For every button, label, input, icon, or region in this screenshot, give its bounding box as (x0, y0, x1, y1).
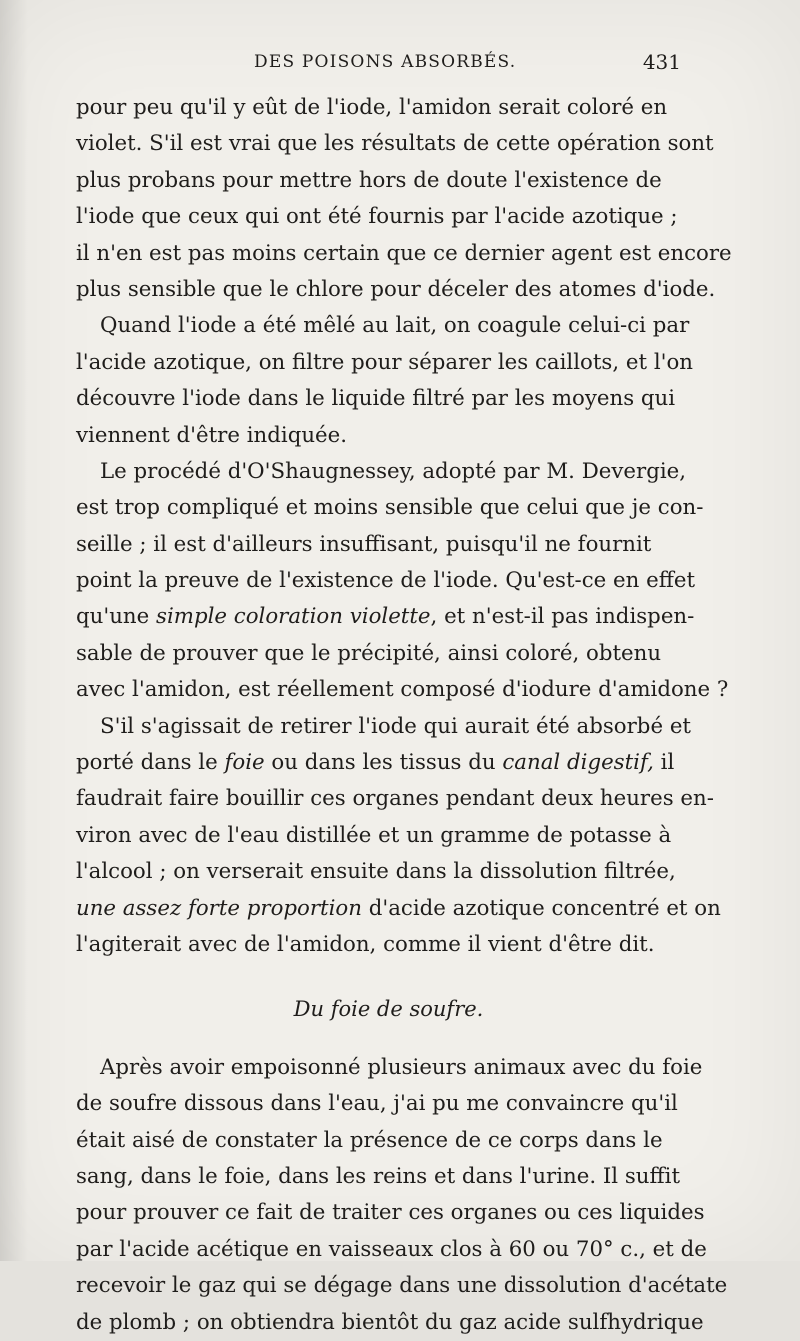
italic-word: foie (224, 750, 265, 776)
binding-shadow (0, 0, 28, 1261)
text-line (76, 745, 681, 781)
page-number: 431 (642, 50, 681, 74)
text-line: viennent d'être indiquée. (76, 422, 348, 448)
section-heading: Du foie de soufre. (293, 997, 484, 1022)
text-run: il (660, 750, 675, 776)
text-line: recevoir le gaz qui se dégage dans une dissolution d'acétate (76, 1273, 728, 1299)
paragraph (76, 90, 732, 308)
text-line: Après avoir empoisonné plusieurs animaux avec du foie (100, 1054, 703, 1080)
text-run: , et n'est-il pas indispen- (430, 604, 695, 630)
text-line: plus sensible que le chlore pour déceler des atomes d'iode. (76, 276, 716, 302)
text-line (76, 599, 695, 635)
text-line: est trop compliqué et moins sensible que celui que je con- (76, 495, 704, 521)
text-line (76, 891, 721, 927)
text-run: ou dans les tissus du (271, 750, 496, 776)
text-line: l'agiterait avec de l'amidon, comme il vient d'être dit. (76, 931, 655, 957)
text-line: de soufre dissous dans l'eau, j'ai pu me convaincre qu'il (76, 1091, 678, 1117)
text-line: découvre l'iode dans le liquide filtré par les moyens qui (76, 386, 676, 412)
text-line: il n'en est pas moins certain que ce dernier agent est encore (76, 240, 732, 266)
text-line: l'alcool ; on verserait ensuite dans la dissolution filtrée, (76, 859, 676, 885)
text-line: Le procédé d'O'Shaugnessey, adopté par M. Devergie, (100, 458, 687, 484)
paragraph (76, 1050, 728, 1341)
text-line: seille ; il est d'ailleurs insuffisant, puisqu'il ne fournit (76, 531, 652, 557)
text-line: avec l'amidon, est réellement composé d'iodure d'amidone ? (76, 677, 729, 703)
text-line: plus probans pour mettre hors de doute l'existence de (76, 167, 662, 193)
text-line: pour peu qu'il y eût de l'iode, l'amidon serait coloré en (76, 95, 668, 120)
text-line: sang, dans le foie, dans les reins et dans l'urine. Il suffit (76, 1163, 681, 1189)
text-run: qu'une (76, 604, 150, 630)
running-title: DES POISONS ABSORBÉS. (254, 52, 517, 72)
text-line: faudrait faire bouillir ces organes pendant deux heures en- (76, 786, 714, 812)
text-run: porté dans le (76, 750, 218, 776)
text-line: S'il s'agissait de retirer l'iode qui aurait été absorbé et (100, 713, 691, 739)
text-line: violet. S'il est vrai que les résultats de cette opération sont (76, 131, 714, 157)
text-run: d'acide azotique concentré et on (368, 895, 721, 921)
text-line: l'iode que ceux qui ont été fournis par l'acide azotique ; (76, 204, 678, 230)
text-line: point la preuve de l'existence de l'iode. Qu'est-ce en effet (76, 568, 696, 594)
text-line: pour prouver ce fait de traiter ces organes ou ces liquides (76, 1200, 705, 1226)
text-line: était aisé de constater la présence de ce corps dans le (76, 1127, 663, 1153)
page-body (76, 90, 732, 1341)
italic-phrase: canal digestif, (502, 750, 654, 776)
paragraph (76, 454, 729, 709)
text-line: par l'acide acétique en vaisseaux clos à 60 ou 70° c., et de (76, 1236, 707, 1262)
italic-phrase: une assez forte proportion (76, 895, 362, 921)
page-header (76, 50, 681, 84)
text-line: Quand l'iode a été mêlé au lait, on coagule celui-ci par (100, 313, 690, 339)
text-line: sable de prouver que le précipité, ainsi coloré, obtenu (76, 640, 662, 666)
text-line: de plomb ; on obtiendra bientôt du gaz acide sulfhydrique (76, 1309, 704, 1335)
paragraph (76, 308, 694, 454)
italic-phrase: simple coloration violette (156, 604, 431, 630)
paragraph (76, 709, 721, 964)
text-line: viron avec de l'eau distillée et un gramme de potasse à (76, 822, 672, 848)
text-line: l'acide azotique, on filtre pour séparer les caillots, et l'on (76, 349, 694, 375)
